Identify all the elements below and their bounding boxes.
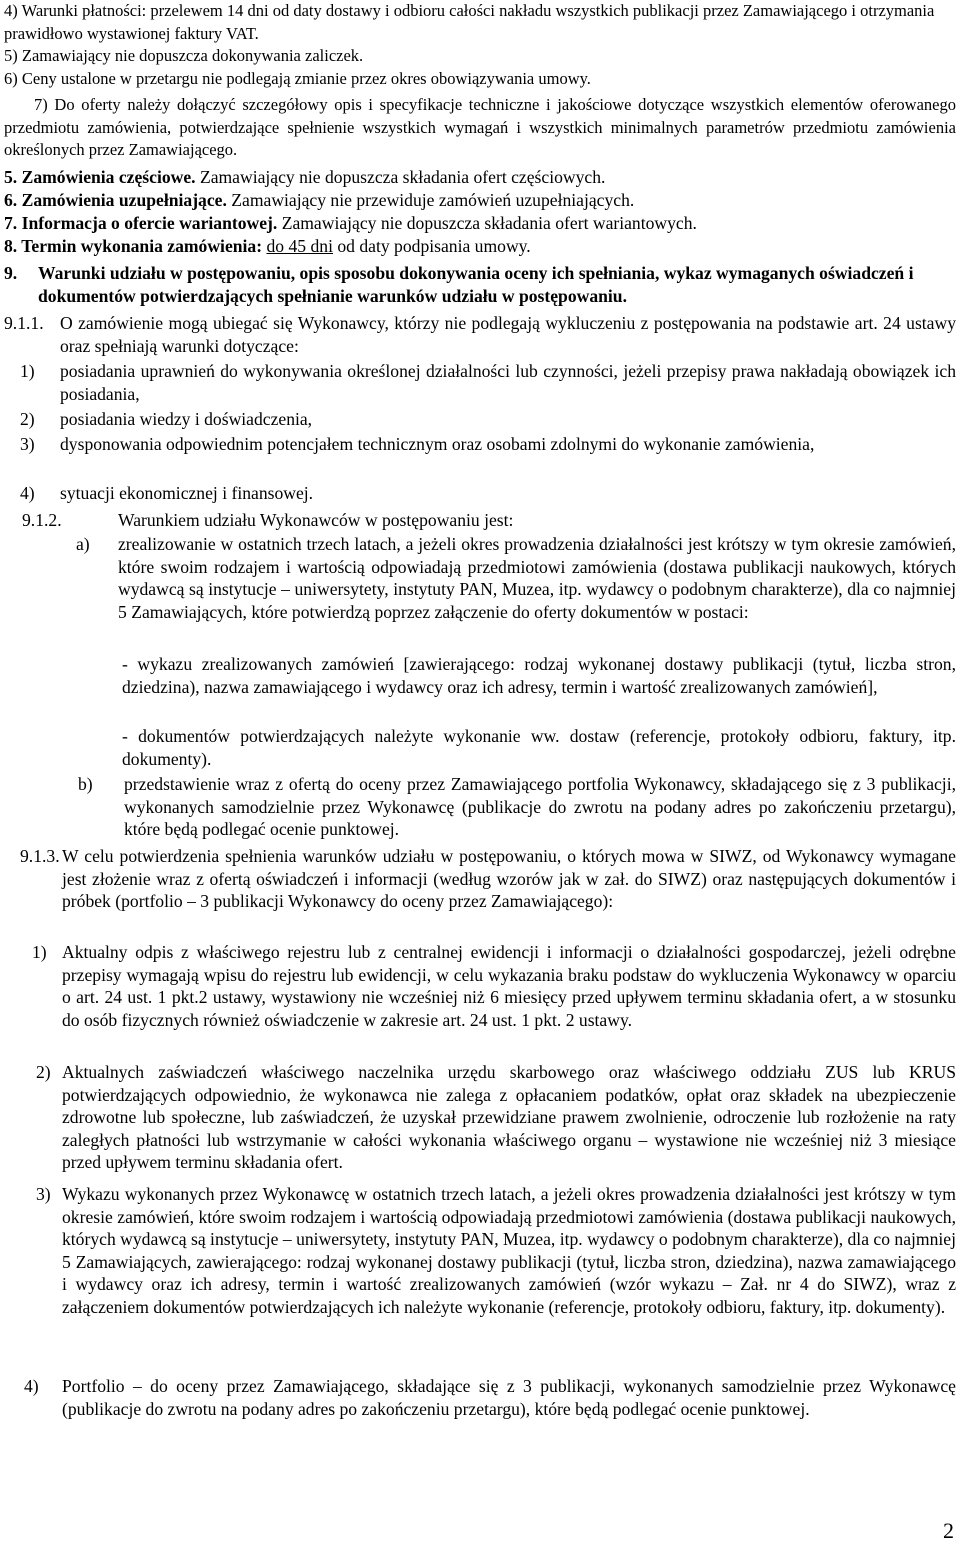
condition-2 (20, 408, 956, 431)
section-7: 7. Informacja o ofercie wariantowej. Zamawiający nie dopuszcza składania ofert wariantowych. (4, 213, 697, 233)
fixed-prices-paragraph: 6) Ceny ustalone w przetargu nie podlegają zmianie przez okres obowiązywania umowy. (4, 69, 591, 88)
section-5: 5. Zamówienia częściowe. Zamawiający nie dopuszcza składania ofert częściowych. (4, 167, 606, 187)
offer-specification-paragraph: 7) Do oferty należy dołączyć szczegółowy opis i specyfikacje techniczne i jakościowe dotyczące wszystkich elementów oferowanego przedmiotu zamówienia, potwierdzające spełnienie wszystkich wymagań i wszystkich minimalnych parametrów przedmiotu zamówienia określonych przez Zamawiającego. (4, 95, 956, 160)
section-8: 8. Termin wykonania zamówienia: do 45 dni od daty podpisania umowy. (4, 236, 531, 256)
document-3 (36, 1183, 956, 1319)
document-1-text: Aktualny odpis z właściwego rejestru lub z centralnej ewidencji i informacji o działalności gospodarczej, jeżeli odrębne przepisy wymagają wpisu do rejestru lub ewidencji, w celu wykazania braku podstaw do wykluczenia Wykonawcy w oparciu o art. 24 ust. 1 pkt.2 ustawy, wystawiony nie wcześniej niż 6 miesięcy przed upływem terminu składania ofert, a w stosunku do osób fizycznych również oświadczenie w zakresie art. 24 ust. 1 pkt. 2 ustawy. (62, 942, 956, 1030)
condition-2-number: 2) (20, 409, 35, 429)
condition-3-text: dysponowania odpowiednim potencjałem technicznym oraz osobami zdolnymi do wykonanie zamówienia, (60, 434, 815, 454)
document-4-text: Portfolio – do oceny przez Zamawiającego, składające się z 3 publikacji, wykonanych samodzielnie przez Wykonawcę (publikacje do zwrotu na podany adres po zakończeniu przetargu), które będą podlegać ocenie punktowej. (62, 1376, 956, 1419)
requirement-a (76, 533, 956, 623)
section-9-number: 9. (4, 263, 18, 283)
document-3-text: Wykazu wykonanych przez Wykonawcę w ostatnich trzech latach, a jeżeli okres prowadzenia działalności jest krótszy w tym okresie zamówień, które swoim rodzajem i wartością odpowiadają przedmiotowi zamówienia (dostawa publikacji naukowych, których wydawcą są instytucje – uniwersytety, instytuty PAN, Muzea, itp. wydawcy o podobnym charakterze), dla co najmniej 5 Zamawiających, zawierającego: rodzaj wykonanej dostawy publikacji (tytuł, liczba stron, dziedzina), nazwa zamawiającego i wydawcy oraz ich adresy, termin i wartość zrealizowanych zamówień (wzór wykazu – Zał. nr 4 do SIWZ), wraz z załączeniem dokumentów potwierdzających ich należyte wykonanie (referencje, protokoły odbioru, faktury, itp. dokumenty). (62, 1184, 956, 1317)
document-2-text: Aktualnych zaświadczeń właściwego naczelnika urzędu skarbowego oraz właściwego oddziału ZUS lub KRUS potwierdzających odpowiednio, że wykonawca nie zalega z opłacaniem podatków, opłat oraz składek na ubezpieczenie zdrowotne lub społeczne, lub zaświadczeń, że uzyskał przewidziane prawem zwolnienie, odroczenie lub rozłożenie na raty zaległych płatności lub wstrzymanie w całości wykonania właściwego organu – wystawione nie wcześniej niż 3 miesiące przed upływem terminu składania ofert. (62, 1062, 956, 1173)
condition-3-number: 3) (20, 434, 35, 454)
requirement-b (78, 773, 956, 841)
condition-1-number: 1) (20, 361, 35, 381)
subsection-9-1-1-number: 9.1.1. (4, 313, 44, 333)
requirement-b-number: b) (78, 774, 93, 794)
subsection-9-1-2-number: 9.1.2. (22, 510, 62, 530)
document-1 (32, 941, 956, 1031)
deadline-value: do 45 dni (266, 236, 333, 256)
section-8-title: 8. Termin wykonania zamówienia: (4, 236, 263, 256)
requirement-a-number: a) (76, 534, 90, 554)
requirement-a-document-1: - wykazu zrealizowanych zamówień [zawierającego: rodzaj wykonanej dostawy publikacji (tytuł, liczba stron, dziedzina), nazwa zamawiającego i wydawcy oraz ich adresy, termin i wartość zrealizowanych zamówień], (122, 654, 956, 697)
page-number: 2 (943, 1518, 954, 1543)
condition-4-number: 4) (20, 483, 35, 503)
condition-3 (20, 433, 900, 456)
subsection-9-1-1-intro: O zamówienie mogą ubiegać się Wykonawcy, którzy nie podlegają wykluczeniu z postępowania na podstawie art. 24 ustawy oraz spełniają warunki dotyczące: (60, 313, 956, 356)
section-6: 6. Zamówienia uzupełniające. Zamawiający nie przewiduje zamówień uzupełniających. (4, 190, 635, 210)
subsection-9-1-3 (20, 845, 956, 913)
condition-4-text: sytuacji ekonomicznej i finansowej. (60, 483, 314, 503)
section-6-title: 6. Zamówienia uzupełniające. (4, 190, 227, 210)
requirement-a-document-2: - dokumentów potwierdzających należyte wykonanie ww. dostaw (referencje, protokoły odbioru, faktury, itp. dokumenty). (122, 726, 956, 769)
section-9-title: Warunki udziału w postępowaniu, opis sposobu dokonywania oceny ich spełniania, wykaz wymaganych oświadczeń i dokumentów potwierdzających spełnianie warunków udziału w postępowaniu. (38, 263, 914, 306)
section-5-title: 5. Zamówienia częściowe. (4, 167, 196, 187)
condition-1 (20, 360, 956, 405)
payment-terms-paragraph: 4) Warunki płatności: przelewem 14 dni od daty dostawy i odbioru całości nakładu wszystkich publikacji przez Zamawiającego i otrzymania prawidłowo wystawionej faktury VAT. (4, 1, 935, 43)
subsection-9-1-1 (4, 312, 956, 357)
subsection-9-1-2 (22, 509, 956, 532)
document-3-number: 3) (36, 1184, 51, 1204)
requirement-a-text: zrealizowanie w ostatnich trzech latach, a jeżeli okres prowadzenia działalności jest krótszy w tym okresie zamówień, które swoim rodzajem i wartością odpowiadają przedmiotowi zamówienia (dostawa publikacji naukowych, których wydawcą są instytucje – uniwersytety, instytuty PAN, Muzea, itp. wydawcy o podobnym charakterze), dla co najmniej 5 Zamawiających, które potwierdzą poprzez załączenie do oferty dokumentów w postaci: (118, 534, 956, 622)
document-2-number: 2) (36, 1062, 51, 1082)
subsection-9-1-3-number: 9.1.3. (20, 846, 60, 866)
condition-2-text: posiadania wiedzy i doświadczenia, (60, 409, 313, 429)
document-2 (36, 1061, 956, 1174)
document-1-number: 1) (32, 942, 47, 962)
document-4-number: 4) (24, 1376, 39, 1396)
condition-1-text: posiadania uprawnień do wykonywania określonej działalności lub czynności, jeżeli przepisy prawa nakładają obowiązek ich posiadania, (60, 361, 956, 404)
advance-payment-paragraph: 5) Zamawiający nie dopuszcza dokonywania zaliczek. (4, 46, 364, 65)
subsection-9-1-3-intro: W celu potwierdzenia spełnienia warunków udziału w postępowaniu, o których mowa w SIWZ, od Wykonawcy wymagane jest złożenie wraz z ofertą oświadczeń i informacji (według wzorów jak w zał. do SIWZ) oraz następujących dokumentów i próbek (portfolio – 3 publikacji Wykonawcy do oceny przez Zamawiającego): (62, 846, 956, 912)
section-7-title: 7. Informacja o ofercie wariantowej. (4, 213, 278, 233)
condition-4 (20, 482, 956, 505)
subsection-9-1-2-intro: Warunkiem udziału Wykonawców w postępowaniu jest: (118, 510, 514, 530)
section-9 (4, 262, 956, 307)
document-4 (24, 1375, 956, 1420)
requirement-b-text: przedstawienie wraz z ofertą do oceny przez Zamawiającego portfolia Wykonawcy, składającego się z 3 publikacji, wykonanych samodzielnie przez Wykonawcę (publikacje do zwrotu na podany adres po zakończeniu przetargu), które będą podlegać ocenie punktowej. (124, 774, 956, 840)
